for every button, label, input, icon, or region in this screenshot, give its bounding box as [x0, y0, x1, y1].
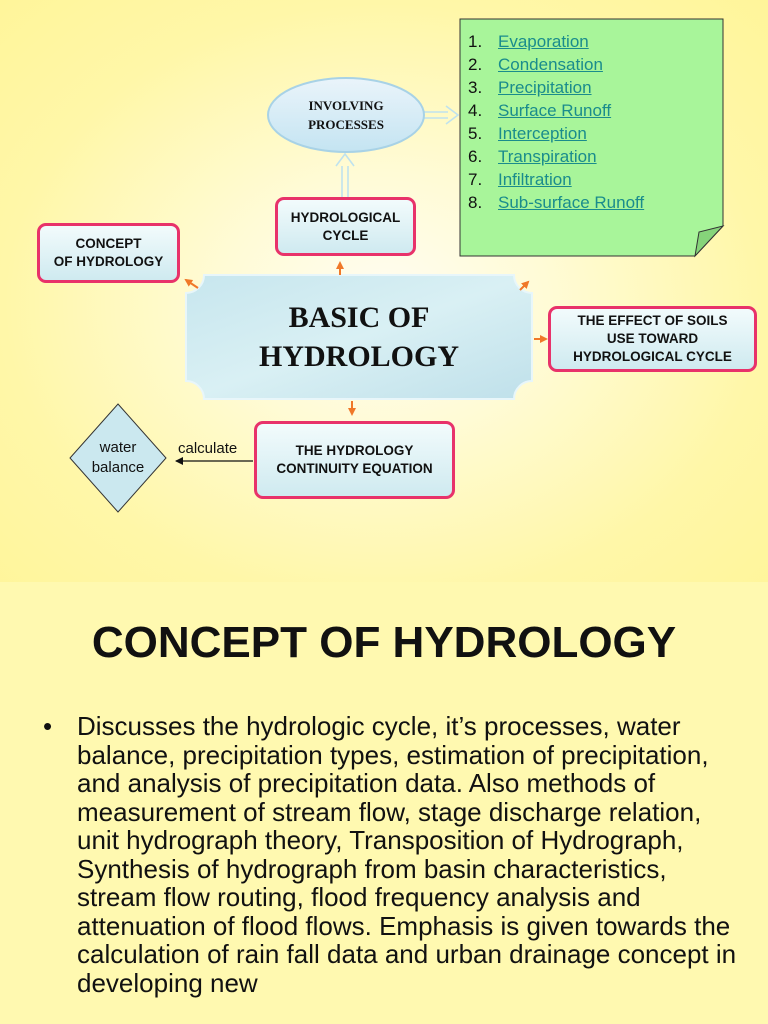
process-number: 2. [468, 55, 483, 74]
process-item [468, 53, 718, 76]
process-number: 3. [468, 78, 483, 97]
arrow-to-processes [424, 106, 458, 124]
process-link[interactable]: Infiltration [498, 170, 572, 189]
process-link[interactable]: Condensation [498, 55, 603, 74]
process-item [468, 145, 718, 168]
process-link[interactable]: Precipitation [498, 78, 592, 97]
process-link[interactable]: Evaporation [498, 32, 589, 51]
process-link[interactable]: Sub-surface Runoff [498, 193, 645, 212]
process-number: 5. [468, 124, 483, 143]
process-number: 7. [468, 170, 483, 189]
bullet-paragraph: Discusses the hydrologic cycle, it’s processes, water balance, precipitation types, estimation of precipitation, and analysis of precipitation data. Also methods of measurement of stream flow, stage discharge relation, unit hydrograph theory, Transposition of Hydrograph, Synthesis of hydrograph from basin characteristics, stream flow routing, flood frequency analysis and attenuation of flood flows. Emphasis is given towards the calculation of rain fall data and urban drainage concept in developing new [77, 711, 737, 998]
process-number: 4. [468, 101, 483, 120]
arrow-to-involving [336, 154, 354, 197]
process-item [468, 30, 718, 53]
concept-of-hydrology-box: CONCEPT OF HYDROLOGY [37, 223, 180, 283]
process-number: 6. [468, 147, 483, 166]
process-item [468, 191, 718, 214]
bullet-marker: • [43, 711, 53, 741]
water-balance-label: water balance [91, 439, 145, 476]
process-number: 8. [468, 193, 483, 212]
process-item [468, 168, 718, 191]
process-link[interactable]: Surface Runoff [498, 101, 612, 120]
process-link[interactable]: Interception [498, 124, 587, 143]
hydrological-cycle-box: HYDROLOGICAL CYCLE [275, 197, 416, 256]
process-item [468, 99, 718, 122]
central-topic: BASIC OF HYDROLOGY [258, 301, 459, 373]
process-item [468, 76, 718, 99]
page-title: CONCEPT OF HYDROLOGY [91, 618, 677, 667]
process-number: 1. [468, 32, 483, 51]
continuity-equation-box: THE HYDROLOGY CONTINUITY EQUATION [254, 421, 455, 499]
process-link[interactable]: Transpiration [498, 147, 597, 166]
involving-processes-label: INVOLVING PROCESSES [308, 98, 384, 132]
effect-of-soils-box: THE EFFECT OF SOILS USE TOWARD HYDROLOGICAL CYCLE [548, 306, 757, 372]
processes-list [468, 30, 718, 214]
process-item [468, 122, 718, 145]
calculate-label: calculate [178, 440, 238, 457]
